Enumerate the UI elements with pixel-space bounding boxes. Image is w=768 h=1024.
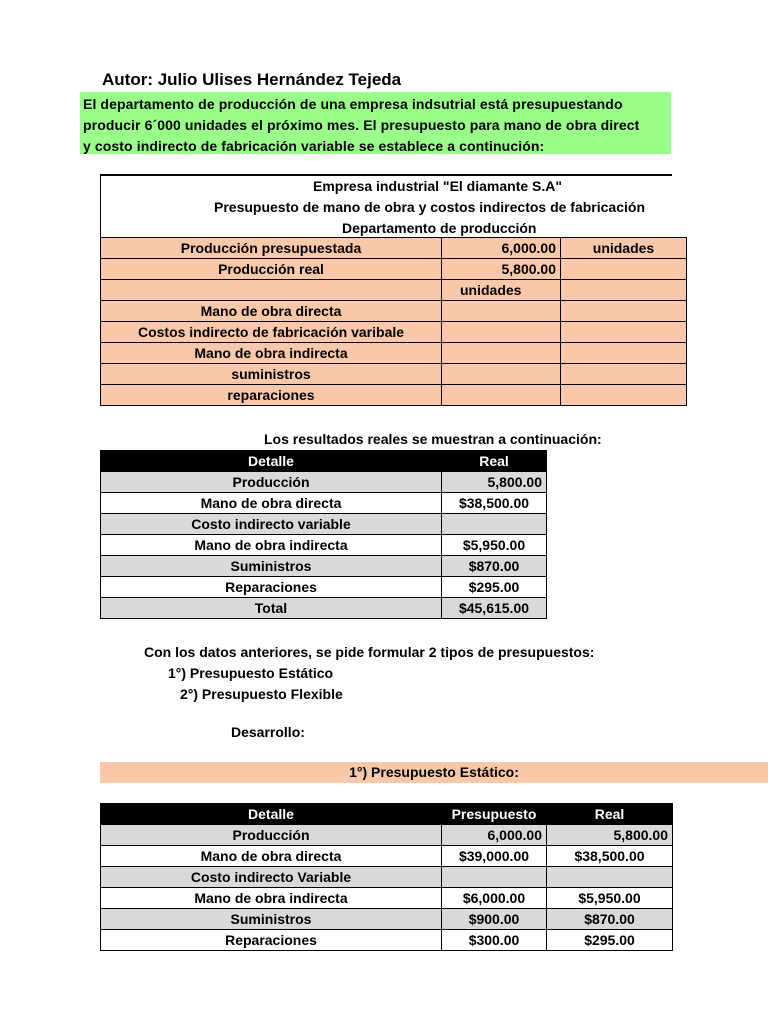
- cell[interactable]: [561, 343, 687, 364]
- author-title: Autor: Julio Ulises Hernández Tejeda: [102, 70, 402, 89]
- cell[interactable]: suministros: [101, 364, 442, 385]
- cell[interactable]: [561, 385, 687, 406]
- column-header-detalle: Detalle: [101, 804, 442, 825]
- cell[interactable]: $870.00: [547, 909, 673, 930]
- table-row: [101, 280, 687, 301]
- table-row: [101, 343, 687, 364]
- table-row: [101, 385, 687, 406]
- table-row: [101, 577, 547, 598]
- table-row: [101, 472, 547, 493]
- cell[interactable]: reparaciones: [101, 385, 442, 406]
- cell[interactable]: Costos indirecto de fabricación varibale: [101, 322, 442, 343]
- cell[interactable]: [442, 322, 561, 343]
- table-row: [101, 909, 673, 930]
- cell[interactable]: $5,950.00: [442, 535, 547, 556]
- table-header-row: [101, 451, 547, 472]
- budget-header: [100, 174, 672, 239]
- cell[interactable]: $38,500.00: [547, 846, 673, 867]
- results-caption: Los resultados reales se muestran a continuación:: [264, 431, 602, 447]
- cell[interactable]: Costo indirecto variable: [101, 514, 442, 535]
- table-row: [101, 846, 673, 867]
- table-row: [101, 867, 673, 888]
- cell[interactable]: $300.00: [442, 930, 547, 951]
- cell[interactable]: $295.00: [547, 930, 673, 951]
- cell[interactable]: Suministros: [101, 909, 442, 930]
- cell[interactable]: Reparaciones: [101, 577, 442, 598]
- cell[interactable]: [442, 343, 561, 364]
- cell[interactable]: Producción real: [101, 259, 442, 280]
- cell[interactable]: $39,000.00: [442, 846, 547, 867]
- cell[interactable]: [561, 322, 687, 343]
- budget-table: [100, 237, 687, 406]
- requirement-item-1: 1°) Presupuesto Estático: [168, 665, 334, 681]
- table-row: [101, 493, 547, 514]
- cell[interactable]: [442, 364, 561, 385]
- cell[interactable]: [442, 514, 547, 535]
- budget-company: Empresa industrial "El diamante S.A": [313, 178, 563, 194]
- cell[interactable]: Mano de obra directa: [101, 493, 442, 514]
- cell[interactable]: Mano de obra directa: [101, 846, 442, 867]
- cell[interactable]: [561, 280, 687, 301]
- static-budget-table: [100, 803, 673, 951]
- cell[interactable]: 5,800.00: [442, 259, 561, 280]
- intro-line-3: y costo indirecto de fabricación variable se establece a continución:: [83, 138, 545, 154]
- table-row: [101, 535, 547, 556]
- cell[interactable]: Mano de obra indirecta: [101, 888, 442, 909]
- cell[interactable]: 5,800.00: [442, 472, 547, 493]
- budget-department: Departamento de producción: [342, 220, 537, 236]
- table-row: [101, 825, 673, 846]
- column-header-detalle: Detalle: [101, 451, 442, 472]
- cell[interactable]: $295.00: [442, 577, 547, 598]
- cell[interactable]: 5,800.00: [547, 825, 673, 846]
- column-header-real: Real: [442, 451, 547, 472]
- cell[interactable]: [442, 301, 561, 322]
- requirements: [144, 642, 594, 705]
- cell[interactable]: unidades: [442, 280, 561, 301]
- intro-text: [80, 92, 671, 154]
- cell[interactable]: Total: [101, 598, 442, 619]
- cell[interactable]: 6,000.00: [442, 238, 561, 259]
- cell[interactable]: [442, 867, 547, 888]
- cell[interactable]: $45,615.00: [442, 598, 547, 619]
- cell[interactable]: Reparaciones: [101, 930, 442, 951]
- budget-subtitle: Presupuesto de mano de obra y costos indirectos de fabricación: [214, 199, 645, 215]
- cell[interactable]: [101, 280, 442, 301]
- cell[interactable]: Mano de obra indirecta: [101, 343, 442, 364]
- cell[interactable]: Producción: [101, 825, 442, 846]
- cell[interactable]: $5,950.00: [547, 888, 673, 909]
- cell[interactable]: Mano de obra directa: [101, 301, 442, 322]
- requirement-item-2: 2°) Presupuesto Flexible: [180, 686, 343, 702]
- cell[interactable]: $870.00: [442, 556, 547, 577]
- table-row-total: [101, 598, 547, 619]
- cell[interactable]: Costo indirecto Variable: [101, 867, 442, 888]
- cell[interactable]: Mano de obra indirecta: [101, 535, 442, 556]
- cell[interactable]: $900.00: [442, 909, 547, 930]
- cell[interactable]: $6,000.00: [442, 888, 547, 909]
- table-row: [101, 888, 673, 909]
- requirements-intro: Con los datos anteriores, se pide formular 2 tipos de presupuestos:: [144, 644, 595, 660]
- intro-line-2: producir 6´000 unidades el próximo mes. El presupuesto para mano de obra direct: [83, 117, 640, 133]
- table-row: [101, 322, 687, 343]
- cell[interactable]: [547, 867, 673, 888]
- cell[interactable]: [561, 259, 687, 280]
- table-row: [101, 301, 687, 322]
- cell[interactable]: [561, 301, 687, 322]
- cell[interactable]: Suministros: [101, 556, 442, 577]
- cell[interactable]: [561, 364, 687, 385]
- column-header-presupuesto: Presupuesto: [442, 804, 547, 825]
- cell[interactable]: Producción: [101, 472, 442, 493]
- table-row: [101, 259, 687, 280]
- table-row: [101, 556, 547, 577]
- table-row: [101, 514, 547, 535]
- table-header-row: [101, 804, 673, 825]
- static-budget-section-title: 1°) Presupuesto Estático:: [100, 762, 768, 783]
- development-label: Desarrollo:: [231, 724, 305, 740]
- table-row: [101, 930, 673, 951]
- table-row: [101, 364, 687, 385]
- cell[interactable]: 6,000.00: [442, 825, 547, 846]
- results-table: [100, 450, 547, 619]
- cell[interactable]: [442, 385, 561, 406]
- column-header-real: Real: [547, 804, 673, 825]
- cell[interactable]: Producción presupuestada: [101, 238, 442, 259]
- cell[interactable]: unidades: [561, 238, 687, 259]
- cell[interactable]: $38,500.00: [442, 493, 547, 514]
- intro-line-1: El departamento de producción de una empresa indsutrial está presupuestando: [83, 96, 623, 112]
- table-row: [101, 238, 687, 259]
